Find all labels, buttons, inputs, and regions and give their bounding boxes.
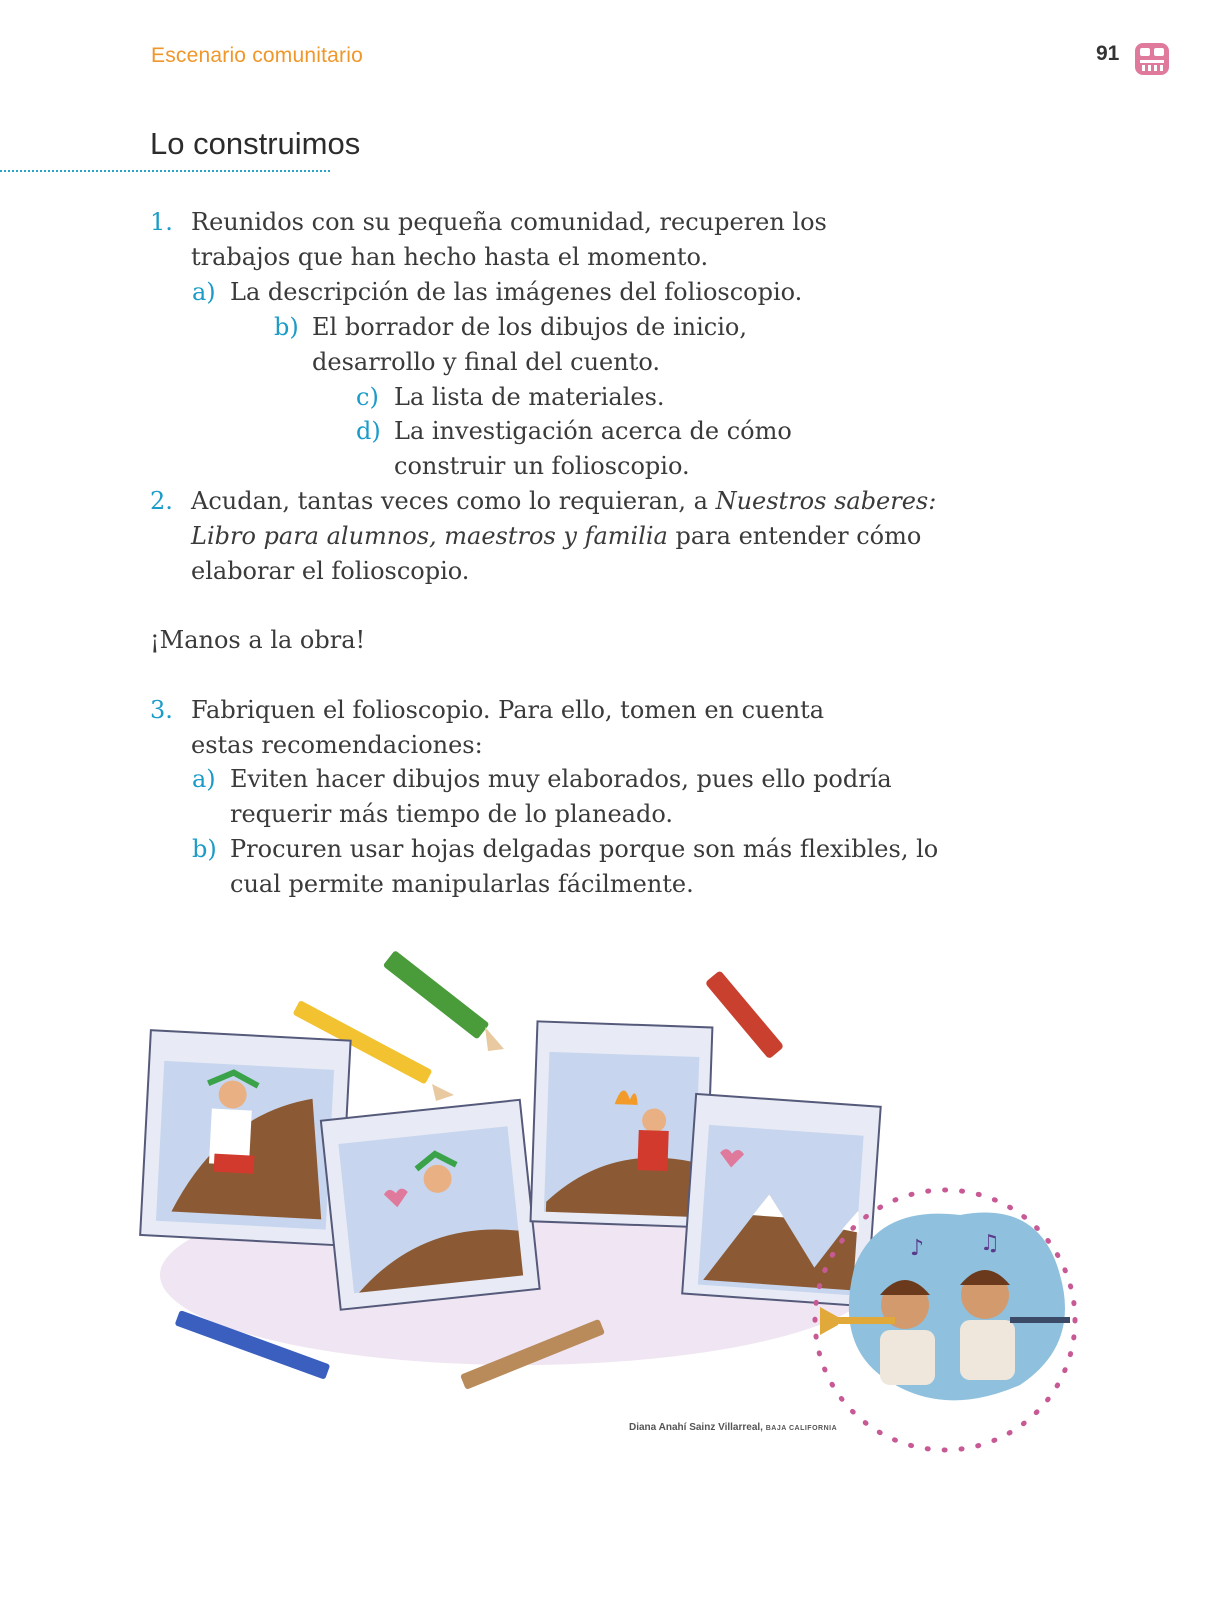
item-3a-line-1: Eviten hacer dibujos muy elaborados, pues ello podría xyxy=(230,765,892,793)
item-2-line-1 xyxy=(191,486,936,516)
flipbook-page-1 xyxy=(140,1030,350,1245)
item-2-number: 2. xyxy=(150,487,173,515)
red-crayon-icon xyxy=(705,970,785,1059)
flipbook-page-3 xyxy=(531,1021,713,1227)
item-3-number: 3. xyxy=(150,696,173,724)
item-2-line-1-text: Acudan, tantas veces como lo requieran, a xyxy=(191,487,716,515)
clarinet-icon xyxy=(1010,1317,1070,1323)
item-1d-label: d) xyxy=(356,417,381,445)
item-2-line-2 xyxy=(191,521,921,551)
section-label: Escenario comunitario xyxy=(151,44,363,67)
item-1c-label: c) xyxy=(356,383,379,411)
item-1b-line-2: desarrollo y final del cuento. xyxy=(312,348,661,376)
flipbook-page-2 xyxy=(321,1100,540,1310)
flipbook-page-4 xyxy=(682,1094,881,1306)
codex-glyph-icon xyxy=(1134,42,1170,76)
item-1a-line-1: La descripción de las imágenes del folioscopio. xyxy=(230,278,803,306)
manos-a-la-obra: ¡Manos a la obra! xyxy=(150,626,366,654)
item-2-book-title-part-1: Nuestros saberes: xyxy=(715,487,937,515)
item-1c-line-1: La lista de materiales. xyxy=(394,383,665,411)
item-1a-label: a) xyxy=(192,278,216,306)
item-1b-line-1: El borrador de los dibujos de inicio, xyxy=(312,313,747,341)
heading: Lo construimos xyxy=(150,126,361,161)
item-1d-line-2: construir un folioscopio. xyxy=(394,452,690,480)
item-1-number: 1. xyxy=(150,208,173,236)
illustration-credit xyxy=(629,1422,837,1433)
item-1-line-1: Reunidos con su pequeña comunidad, recuperen los xyxy=(191,208,827,236)
credit-author: Diana Anahí Sainz Villarreal, xyxy=(629,1422,763,1433)
item-2-book-title-part-2: Libro para alumnos, maestros y familia xyxy=(191,522,668,550)
green-pencil-icon xyxy=(383,950,504,1051)
credit-state: BAJA CALIFORNIA xyxy=(765,1425,838,1432)
item-2-line-2-text: para entender cómo xyxy=(667,522,922,550)
flipbook-illustration xyxy=(120,945,1110,1475)
heading-rule xyxy=(0,170,330,172)
music-note-icon: ♫ xyxy=(980,1231,1000,1256)
item-2-line-3: elaborar el folioscopio. xyxy=(191,557,470,585)
page-number: 91 xyxy=(1096,42,1120,65)
item-3a-label: a) xyxy=(192,765,216,793)
item-1-line-2: trabajos que han hecho hasta el momento. xyxy=(191,243,709,271)
item-3a-line-2: requerir más tiempo de lo planeado. xyxy=(230,800,673,828)
item-3b-line-2: cual permite manipularlas fácilmente. xyxy=(230,870,694,898)
music-note-icon: ♪ xyxy=(910,1236,925,1261)
item-1d-line-1: La investigación acerca de cómo xyxy=(394,417,792,445)
item-3b-label: b) xyxy=(192,835,217,863)
item-3-line-2: estas recomendaciones: xyxy=(191,731,483,759)
item-3b-line-1: Procuren usar hojas delgadas porque son más flexibles, lo xyxy=(230,835,939,863)
musicians-badge xyxy=(815,1190,1075,1450)
item-3-line-1: Fabriquen el folioscopio. Para ello, tomen en cuenta xyxy=(191,696,825,724)
item-1b-label: b) xyxy=(274,313,299,341)
